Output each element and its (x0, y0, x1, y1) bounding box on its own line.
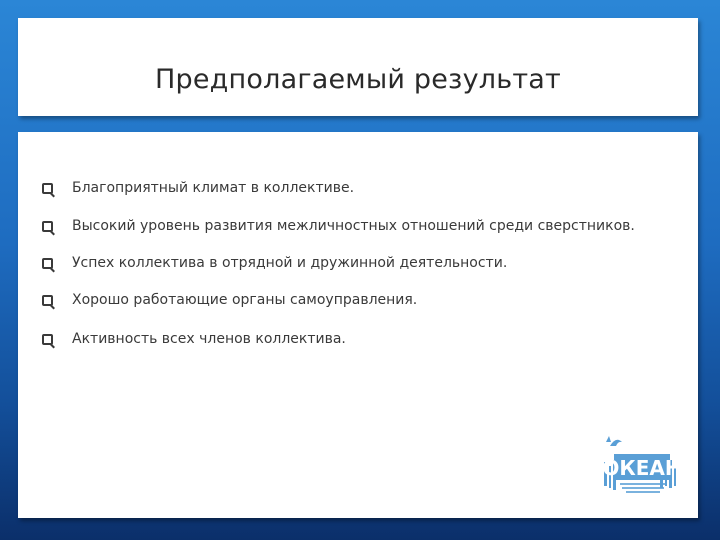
bullet-item (42, 252, 507, 274)
bullet-item (42, 289, 417, 311)
bullet-text: Благоприятный климат в коллективе. (72, 180, 355, 196)
bullet-text: Активность всех членов коллектива. (72, 331, 346, 347)
bullet-text: Высокий уровень развития межличностных отношений среди сверстников. (72, 218, 635, 234)
logo-text: ОКЕАН (602, 456, 682, 480)
content-panel (18, 132, 698, 518)
ocean-camp-logo-icon (598, 432, 688, 502)
checkbox-bullet-icon (42, 183, 53, 194)
logo-subtitle-lines (620, 483, 666, 493)
slide-title: Предполагаемый результат (155, 64, 561, 95)
checkbox-bullet-icon (42, 221, 53, 232)
bullet-text: Успех коллектива в отрядной и дружинной деятельности. (72, 255, 508, 271)
title-panel (18, 18, 698, 116)
checkbox-bullet-icon (42, 295, 53, 306)
bullet-item (42, 215, 635, 237)
checkbox-bullet-icon (42, 258, 53, 269)
bullet-text: Хорошо работающие органы самоуправления. (72, 292, 418, 308)
checkbox-bullet-icon (42, 334, 53, 345)
bullet-item (42, 328, 346, 350)
bullet-item (42, 177, 354, 199)
